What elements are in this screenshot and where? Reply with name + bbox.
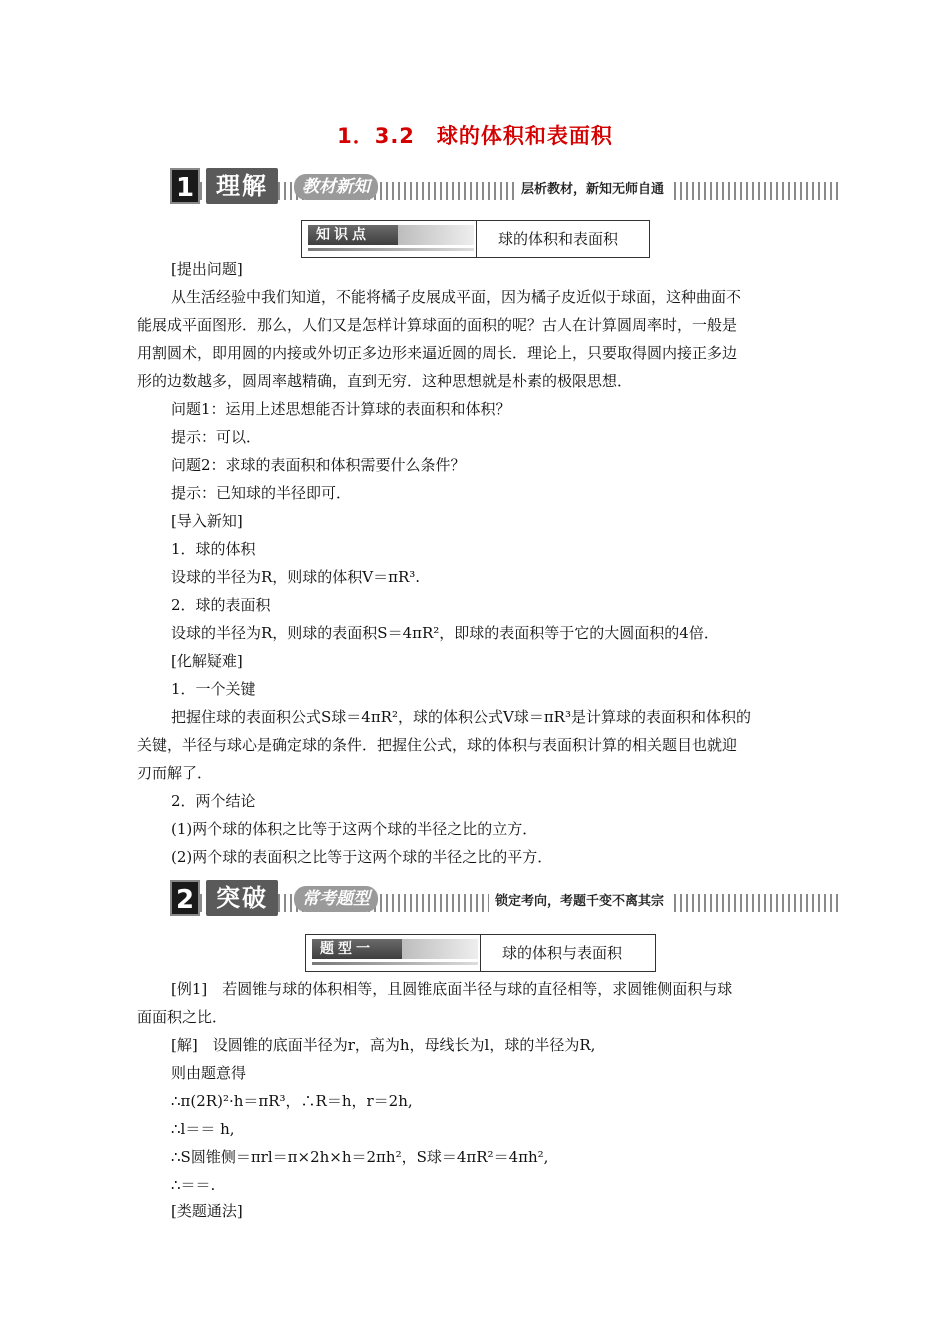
hint-1: 提示：可以． [171,428,262,446]
knowledge-point-label: 知识点 [308,225,398,245]
section-main-label: 理解 [206,168,278,204]
subheading-surface-area: 2．球的表面积 [171,596,271,614]
paragraph-line: 能展成平面图形．那么，人们又是怎样计算球面的面积的呢？古人在计算圆周率时，一般是 [137,316,738,334]
heading-raise-question: [提出问题] [171,260,243,278]
question-2: 问题2：求球的表面积和体积需要什么条件？ [171,456,466,474]
subheading-two-conclusions: 2．两个结论 [171,792,256,810]
paragraph-line: 关键，半径与球心是确定球的条件．把握住公式，球的体积与表面积计算的相关题目也就迎 [137,736,738,754]
section-number: 1 [170,168,200,204]
paragraph-line: 形的边数越多，圆周率越精确，直到无穷．这种思想就是朴素的极限思想． [137,372,633,390]
section-banner-understand [170,166,842,206]
knowledge-point-box [301,220,650,258]
solution-line: ∴＝＝. [171,1176,216,1194]
solution-line: ∴l＝＝ h, [171,1120,235,1138]
heading-new-knowledge: [导入新知] [171,512,243,530]
section-banner-breakthrough [170,878,842,918]
question-type-box [305,934,656,972]
question-type-label: 题型一 [312,939,402,959]
section-number: 2 [170,880,200,916]
solution-line: 则由题意得 [171,1064,247,1082]
example-1-line: 面面积之比． [137,1008,228,1026]
paragraph-line: 用割圆术，即用圆的内接或外切正多边形来逼近圆的周长．理论上，只要取得圆内接正多边 [137,344,738,362]
section-tagline: 层析教材，新知无师自通 [515,178,670,202]
question-1: 问题1：运用上述思想能否计算球的表面积和体积？ [171,400,511,418]
paragraph-line: 从生活经验中我们知道，不能将橘子皮展成平面，因为橘子皮近似于球面，这种曲面不 [171,288,742,306]
solution-line: ∴π(2R)²·h＝πR³，∴R＝h，r＝2h, [171,1092,413,1110]
hint-2: 提示：已知球的半径即可． [171,484,352,502]
subheading-one-key: 1．一个关键 [171,680,256,698]
surface-area-formula-line: 设球的半径为R，则球的表面积S＝4πR²，即球的表面积等于它的大圆面积的4倍． [171,624,719,642]
example-1-line: [例1] 若圆锥与球的体积相等，且圆锥底面半径与球的直径相等，求圆锥侧面积与球 [171,980,733,998]
page-title: 1．3.2 球的体积和表面积 [337,124,613,148]
solution-line: [解] 设圆锥的底面半径为r，高为h，母线长为l，球的半径为R, [171,1036,596,1054]
question-type-title: 球的体积与表面积 [502,944,623,962]
solution-line: ∴S圆锥侧＝πrl＝π×2h×h＝2πh²，S球＝4πR²＝4πh², [171,1148,549,1166]
heading-resolve-difficulties: [化解疑难] [171,652,243,670]
heading-method-summary: [类题通法] [171,1202,243,1220]
subheading-volume: 1．球的体积 [171,540,256,558]
volume-formula-line: 设球的半径为R，则球的体积V＝πR³. [171,568,421,586]
knowledge-point-title: 球的体积和表面积 [498,230,619,248]
paragraph-line: 把握住球的表面积公式S球＝4πR²，球的体积公式V球＝πR³是计算球的表面积和体积的 [171,708,751,726]
section-sub-label: 常考题型 [294,886,378,912]
conclusion-1: (1)两个球的体积之比等于这两个球的半径之比的立方． [171,820,538,838]
section-tagline: 锁定考向，考题千变不离其宗 [489,890,670,914]
conclusion-2: (2)两个球的表面积之比等于这两个球的半径之比的平方． [171,848,553,866]
section-sub-label: 教材新知 [294,174,378,200]
paragraph-line: 刃而解了． [137,764,213,782]
section-main-label: 突破 [206,880,278,916]
